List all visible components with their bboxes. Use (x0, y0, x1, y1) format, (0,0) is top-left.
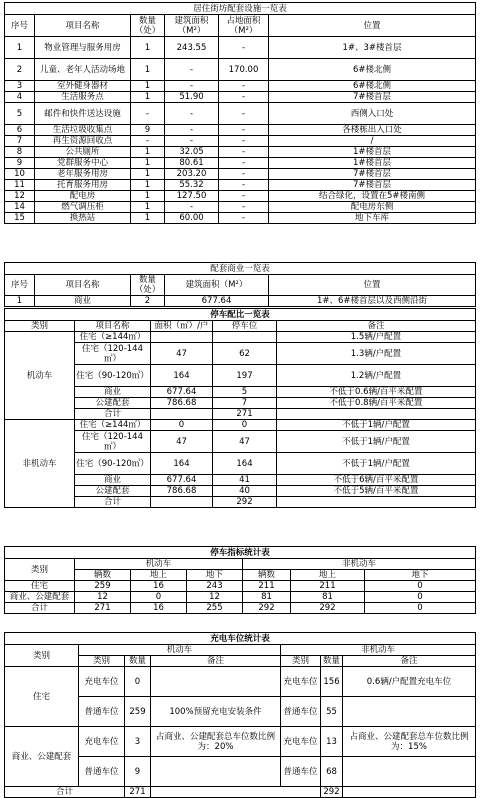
table-cell: 不低于1辆/户配置 (277, 431, 476, 453)
table-cell: 普通车位 (79, 757, 125, 787)
table-cell: 7#楼首层 (269, 169, 476, 180)
facilities-header-cell: 数量（处） (131, 15, 165, 37)
table-cell: 47 (213, 431, 277, 453)
table-cell: 1 (5, 296, 35, 307)
table-row (5, 332, 476, 343)
table-cell: 换热站 (35, 213, 131, 224)
facilities-header-cell: 序号 (5, 15, 35, 37)
table-row (5, 158, 476, 169)
table-cell: / (269, 136, 476, 147)
table-row (5, 37, 476, 59)
table-cell: 老年服务用房 (35, 169, 131, 180)
table-cell: 0 (213, 420, 277, 431)
table-cell: 1#、6#楼首层以及西侧沿街 (269, 296, 476, 307)
table-cell: - (219, 147, 269, 158)
table-cell: 6#楼北侧 (269, 59, 476, 81)
table-cell: 配电房 (35, 191, 131, 202)
table-cell: 再生资源回收点 (35, 136, 131, 147)
table-cell: 14 (5, 202, 35, 213)
table-cell: 12 (5, 191, 35, 202)
parking-stats-subheader-cell: 辆数 (243, 570, 291, 581)
table-cell: - (165, 59, 219, 81)
table-cell: 68 (321, 757, 343, 787)
commercial-header-cell: 项目名称 (35, 275, 131, 296)
table-row (5, 180, 476, 191)
table-cell: 81 (243, 592, 291, 603)
table-cell: 1.5辆/户配置 (277, 332, 476, 343)
table-cell: 1 (131, 81, 165, 92)
table-cell: 786.68 (151, 398, 213, 409)
table-cell: - (165, 202, 219, 213)
table-cell: 2 (131, 296, 165, 307)
table-cell (151, 409, 213, 420)
table-row (5, 581, 476, 592)
table-cell: 62 (213, 343, 277, 365)
table-row (5, 420, 476, 431)
table-cell: 2 (5, 59, 35, 81)
table-cell: - (219, 103, 269, 125)
table-cell: 生活垃圾收集点 (35, 125, 131, 136)
table-cell: 81 (291, 592, 365, 603)
table-cell: 243.55 (165, 37, 219, 59)
table-cell: 0 (125, 667, 151, 697)
category-cell: 机动车 (5, 332, 75, 420)
table-cell: 充电车位 (79, 727, 125, 757)
table-cell: 1.2辆/户配置 (277, 365, 476, 387)
table-cell: 各楼栋出入口处 (269, 125, 476, 136)
table-cell: 243 (187, 581, 243, 592)
charging-nonmotor-header: 非机动车 (281, 645, 476, 656)
table-cell (277, 409, 476, 420)
table-cell: 170.00 (219, 59, 269, 81)
table-cell: 普通车位 (79, 697, 125, 727)
table-cell: 203.20 (165, 169, 219, 180)
table-cell: 充电车位 (281, 667, 321, 697)
table-cell: 271 (213, 409, 277, 420)
table-cell: 室外健身器材 (35, 81, 131, 92)
table-row (5, 169, 476, 180)
table-cell: 1 (131, 202, 165, 213)
table-row (5, 787, 476, 798)
table-cell: 1#、3#楼首层 (269, 37, 476, 59)
table-cell: 3 (5, 81, 35, 92)
charging-subheader-cell: 数量 (321, 656, 343, 667)
table-cell: 7 (213, 398, 277, 409)
parking-stats-nonmotor-header: 非机动车 (243, 559, 476, 570)
table-cell: 托育服务用房 (35, 180, 131, 191)
table-cell: 不低于6辆/百平米配置 (277, 475, 476, 486)
table-cell: 677.64 (151, 387, 213, 398)
table-row (5, 486, 476, 497)
table-cell (343, 697, 476, 727)
table-cell: 住宅（≥144㎡） (75, 332, 151, 343)
table-row (5, 147, 476, 158)
table-cell: 259 (75, 581, 131, 592)
parking-stats-category-header: 类别 (5, 559, 75, 581)
table-cell: 1#楼首层 (269, 147, 476, 158)
empty-cell (151, 787, 321, 798)
total-motor-cell: 271 (125, 787, 151, 798)
table-cell: 5 (5, 103, 35, 125)
table-cell: 100%预留充电安装条件 (151, 697, 281, 727)
table-cell: - (219, 191, 269, 202)
parking-ratio-header-cell: 面积（㎡）/户 (151, 321, 213, 332)
table-cell: 普通车位 (281, 697, 321, 727)
table-cell: 292 (213, 497, 277, 508)
table-row (5, 727, 476, 757)
table-cell: 13 (321, 727, 343, 757)
table-cell (343, 757, 476, 787)
table-cell: 127.50 (165, 191, 219, 202)
table-cell: 786.68 (151, 486, 213, 497)
table-row (5, 453, 476, 475)
category-cell: 非机动车 (5, 420, 75, 508)
table-cell: 60.00 (165, 213, 219, 224)
table-cell: - (219, 136, 269, 147)
parking-stats-subheader-cell: 地上 (291, 570, 365, 581)
table-cell: - (219, 180, 269, 191)
table-cell: 1 (5, 37, 35, 59)
table-cell: - (219, 81, 269, 92)
table-row (5, 592, 476, 603)
facilities-table (4, 2, 476, 224)
parking-ratio-header-cell: 备注 (277, 321, 476, 332)
table-cell: 儿童、老年人活动场地 (35, 59, 131, 81)
table-cell: 生活服务点 (35, 92, 131, 103)
table-cell: 1 (131, 169, 165, 180)
table-cell: - (219, 169, 269, 180)
table-cell: 1.3辆/户配置 (277, 343, 476, 365)
table-cell: - (165, 136, 219, 147)
table-cell: 物业管理与服务用房 (35, 37, 131, 59)
table-cell: 合计 (75, 497, 151, 508)
table-cell (277, 497, 476, 508)
table-cell: 259 (125, 697, 151, 727)
total-label-cell: 合计 (5, 787, 125, 798)
parking-ratio-title: 停车配比一览表 (5, 309, 476, 321)
table-cell: 164 (151, 365, 213, 387)
table-cell: - (165, 125, 219, 136)
facilities-title: 居住街坊配套设施一览表 (5, 3, 476, 15)
table-cell: 40 (213, 486, 277, 497)
commercial-header-cell: 位置 (269, 275, 476, 296)
table-cell: 1 (131, 37, 165, 59)
facilities-header-cell: 占地面积（M²） (219, 15, 269, 37)
table-cell: 3 (125, 727, 151, 757)
table-cell: 1#楼首层 (269, 158, 476, 169)
table-cell: 271 (75, 603, 131, 614)
table-cell: 0 (365, 581, 476, 592)
table-row (5, 191, 476, 202)
table-cell: 占商业、公建配套总车位数比例为：20% (151, 727, 281, 757)
table-cell: - (219, 158, 269, 169)
parking-stats-subheader-cell: 辆数 (75, 570, 131, 581)
commercial-title: 配套商业一览表 (5, 263, 476, 275)
table-cell: 4 (5, 92, 35, 103)
charging-category-header: 类别 (5, 645, 79, 667)
parking-ratio-block (4, 308, 476, 508)
table-cell: 15 (5, 213, 35, 224)
table-cell: 11 (5, 180, 35, 191)
parking-ratio-header-cell: 类别 (5, 321, 75, 332)
table-cell: - (219, 202, 269, 213)
table-cell: 164 (151, 453, 213, 475)
facilities-header-cell: 位置 (269, 15, 476, 37)
table-cell: - (165, 81, 219, 92)
table-cell: 邮件和快件送达设施 (35, 103, 131, 125)
table-cell: 不低于5辆/百平米配置 (277, 486, 476, 497)
table-cell: 充电车位 (79, 667, 125, 697)
table-cell: - (131, 103, 165, 125)
empty-cell (343, 787, 476, 798)
table-cell (151, 497, 213, 508)
table-cell: 西侧入口处 (269, 103, 476, 125)
table-cell: 10 (5, 169, 35, 180)
table-cell: 9 (131, 125, 165, 136)
table-cell: 不低于0.8辆/百平米配置 (277, 398, 476, 409)
table-cell: 商业 (75, 387, 151, 398)
parking-ratio-header-cell: 项目名称 (75, 321, 151, 332)
table-cell: 1 (131, 213, 165, 224)
table-row (5, 213, 476, 224)
table-row (5, 497, 476, 508)
parking-ratio-table (4, 308, 476, 508)
table-cell: 47 (151, 343, 213, 365)
table-cell: 充电车位 (281, 727, 321, 757)
table-cell: 1 (131, 191, 165, 202)
table-row (5, 125, 476, 136)
table-cell: 32.05 (165, 147, 219, 158)
table-cell: 8 (5, 147, 35, 158)
table-cell: - (219, 125, 269, 136)
table-cell: 普通车位 (281, 757, 321, 787)
table-cell: 住宅 (5, 581, 75, 592)
table-cell: 住宅（90-120㎡） (75, 453, 151, 475)
table-cell: 211 (291, 581, 365, 592)
table-cell: 不低于0.6辆/百平米配置 (277, 387, 476, 398)
table-cell: 公建配套 (75, 486, 151, 497)
commercial-table-block (4, 262, 476, 307)
table-cell (151, 667, 281, 697)
table-cell: 677.64 (165, 296, 269, 307)
table-cell (151, 332, 213, 343)
table-row (5, 92, 476, 103)
charging-subheader-cell: 类别 (281, 656, 321, 667)
table-cell: 结合绿化，设置在5#楼南侧 (269, 191, 476, 202)
table-row (5, 103, 476, 125)
facilities-table-block (4, 2, 476, 224)
table-cell: 5 (213, 387, 277, 398)
charging-subheader-cell: 类别 (79, 656, 125, 667)
table-cell: 164 (213, 453, 277, 475)
table-cell: 1 (131, 158, 165, 169)
table-cell: - (165, 103, 219, 125)
table-row (5, 136, 476, 147)
table-cell: 燃气调压柜 (35, 202, 131, 213)
table-cell: 0 (131, 592, 187, 603)
table-cell: 55 (321, 697, 343, 727)
category-cell: 商业、公建配套 (5, 727, 79, 787)
table-row (5, 365, 476, 387)
table-cell: 占商业、公建配套总车位数比例为：15% (343, 727, 476, 757)
parking-stats-subheader-cell: 地上 (131, 570, 187, 581)
facilities-header-cell: 建筑面积（M²） (165, 15, 219, 37)
table-cell: 不低于1辆/户配置 (277, 420, 476, 431)
charging-subheader-cell: 备注 (151, 656, 281, 667)
parking-stats-block (4, 546, 476, 614)
table-cell: 51.90 (165, 92, 219, 103)
parking-ratio-header-cell: 停车位 (213, 321, 277, 332)
charging-subheader-cell: 数量 (125, 656, 151, 667)
table-row (5, 343, 476, 365)
table-cell: 677.64 (151, 475, 213, 486)
table-cell: - (219, 37, 269, 59)
table-cell: 6#楼北侧 (269, 81, 476, 92)
table-cell: 55.32 (165, 180, 219, 191)
table-cell: - (131, 136, 165, 147)
commercial-table (4, 262, 476, 307)
table-cell: 住宅（≥144㎡） (75, 420, 151, 431)
charging-motor-header: 机动车 (79, 645, 281, 656)
table-cell: 商业 (75, 475, 151, 486)
table-cell: 1 (131, 59, 165, 81)
table-cell: 地下车库 (269, 213, 476, 224)
commercial-header-cell: 数量（处） (131, 275, 165, 296)
table-row (5, 202, 476, 213)
table-row (5, 431, 476, 453)
parking-stats-table (4, 546, 476, 614)
facilities-header-cell: 项目名称 (35, 15, 131, 37)
total-nonmotor-cell: 292 (321, 787, 343, 798)
table-cell: 0.6辆/户配置充电车位 (343, 667, 476, 697)
commercial-header-cell: 建筑面积（M²） (165, 275, 269, 296)
table-cell: 12 (187, 592, 243, 603)
commercial-header-cell: 序号 (5, 275, 35, 296)
table-cell: 合计 (5, 603, 75, 614)
table-cell: 0 (365, 592, 476, 603)
table-cell: 211 (243, 581, 291, 592)
table-cell: 7#楼首层 (269, 92, 476, 103)
table-cell: 16 (131, 581, 187, 592)
parking-stats-motor-header: 机动车 (75, 559, 243, 570)
table-cell: 41 (213, 475, 277, 486)
table-cell: - (219, 213, 269, 224)
table-cell: 7#楼首层 (269, 180, 476, 191)
table-cell: 住宅（90-120㎡） (75, 365, 151, 387)
charging-title: 充电车位统计表 (5, 633, 476, 645)
table-cell: 0 (365, 603, 476, 614)
table-cell (213, 332, 277, 343)
parking-stats-subheader-cell: 地下 (187, 570, 243, 581)
charging-block (4, 632, 476, 798)
table-cell: 47 (151, 431, 213, 453)
table-cell: 292 (243, 603, 291, 614)
table-cell: 6 (5, 125, 35, 136)
table-cell: 住宅（120-144㎡） (75, 343, 151, 365)
table-cell: 255 (187, 603, 243, 614)
table-cell: 7 (5, 136, 35, 147)
table-row (5, 398, 476, 409)
charging-table (4, 632, 476, 798)
table-cell: 9 (5, 158, 35, 169)
table-cell: 292 (291, 603, 365, 614)
table-row (5, 81, 476, 92)
table-cell (151, 757, 281, 787)
table-cell: 商业 (35, 296, 131, 307)
table-cell: 公共厕所 (35, 147, 131, 158)
table-row (5, 59, 476, 81)
table-row (5, 667, 476, 697)
table-cell: 80.61 (165, 158, 219, 169)
table-row (5, 603, 476, 614)
charging-subheader-cell: 备注 (343, 656, 476, 667)
table-cell: 156 (321, 667, 343, 697)
table-cell: 0 (151, 420, 213, 431)
table-cell: 配电房东侧 (269, 202, 476, 213)
table-cell: 12 (75, 592, 131, 603)
table-cell: 合计 (75, 409, 151, 420)
table-cell: 商业、公建配套 (5, 592, 75, 603)
table-cell: 1 (131, 147, 165, 158)
table-row (5, 296, 476, 307)
table-cell: 公建配套 (75, 398, 151, 409)
parking-stats-subheader-cell: 地下 (365, 570, 476, 581)
table-cell: 16 (131, 603, 187, 614)
table-cell: 1 (131, 180, 165, 191)
table-cell: 1 (131, 92, 165, 103)
parking-stats-title: 停车指标统计表 (5, 547, 476, 559)
table-cell: 197 (213, 365, 277, 387)
table-cell: 不低于1辆/户配置 (277, 453, 476, 475)
table-cell: 9 (125, 757, 151, 787)
table-row (5, 475, 476, 486)
table-row (5, 409, 476, 420)
category-cell: 住宅 (5, 667, 79, 727)
table-cell: 党群服务中心 (35, 158, 131, 169)
table-cell: 住宅（120-144㎡） (75, 431, 151, 453)
table-row (5, 387, 476, 398)
table-cell: - (219, 92, 269, 103)
